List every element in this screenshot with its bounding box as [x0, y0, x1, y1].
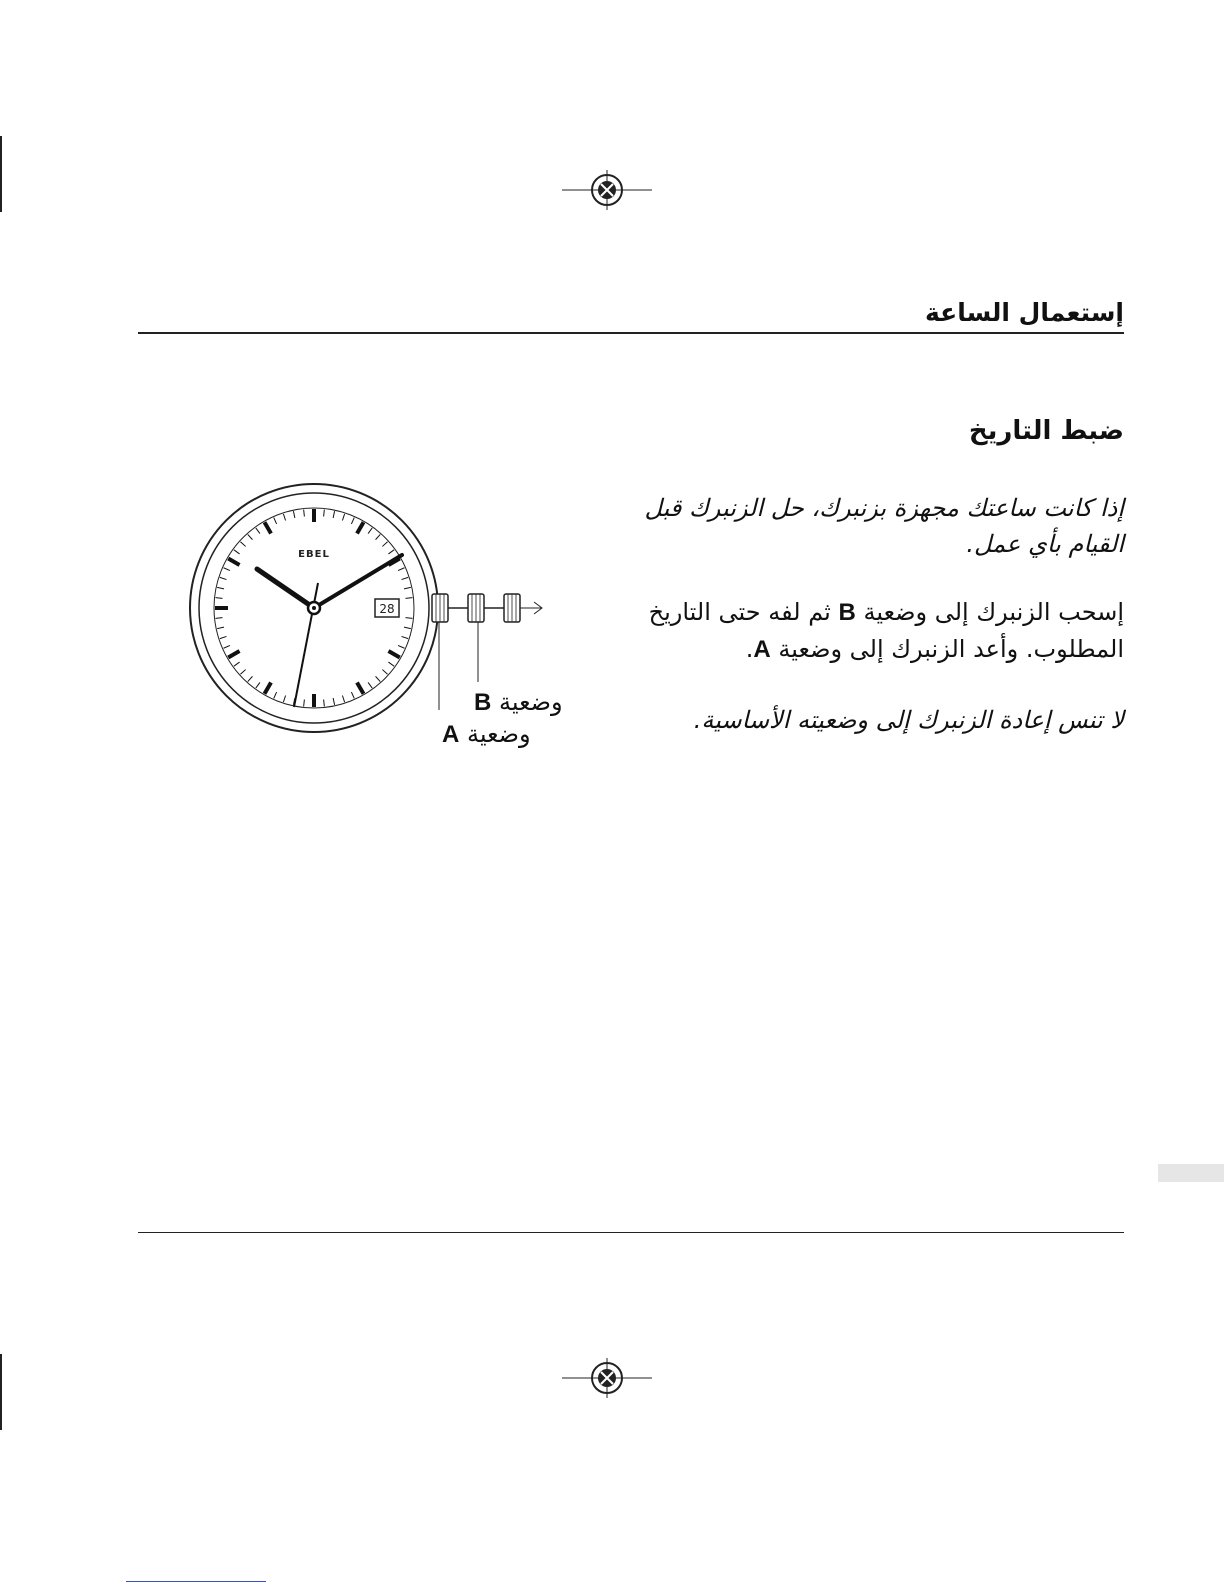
instruction-text-end: . [745, 635, 754, 663]
instruction-text-1: إسحب الزنبرك إلى وضعية [855, 598, 1124, 626]
instruction-letter-b: B [838, 599, 856, 626]
crop-mark-bottom [0, 1354, 2, 1430]
instruction-text-2: ثم لفه حتى التاريخ المطلوب. وأعد الزنبرك إلى وضعية [648, 598, 1124, 663]
bottom-link-underline [126, 1581, 266, 1582]
footer-rule [138, 1232, 1124, 1233]
crown-position-a-icon [432, 594, 448, 622]
crown-position-c-icon [504, 594, 520, 622]
position-b-word: وضعية [498, 688, 563, 716]
header-rule [138, 332, 1124, 334]
position-a-word: وضعية [466, 720, 531, 748]
page-edge-tab [1158, 1164, 1224, 1182]
crop-mark-top [0, 136, 2, 212]
pull-arrow-icon [520, 602, 542, 614]
position-b-label [474, 688, 563, 717]
crown-position-b-icon [468, 594, 484, 622]
position-b-letter: B [474, 689, 492, 716]
position-a-letter: A [442, 721, 460, 748]
position-a-label [442, 720, 531, 749]
instruction-letter-a: A [753, 636, 771, 663]
registration-mark-top-icon [562, 170, 652, 210]
instruction-paragraph [624, 594, 1124, 668]
registration-mark-bottom-icon [562, 1358, 652, 1398]
warning-paragraph: إذا كانت ساعتك مجهزة بزنبرك، حل الزنبرك قبل القيام بأي عمل. [644, 494, 1124, 558]
watch-brand: EBEL [298, 549, 330, 560]
page-header-title: إستعمال الساعة [924, 298, 1124, 327]
reminder-paragraph: لا تنس إعادة الزنبرك إلى وضعيته الأساسية. [693, 706, 1124, 734]
watch-date: 28 [379, 602, 395, 616]
section-title: ضبط التاريخ [968, 416, 1124, 446]
